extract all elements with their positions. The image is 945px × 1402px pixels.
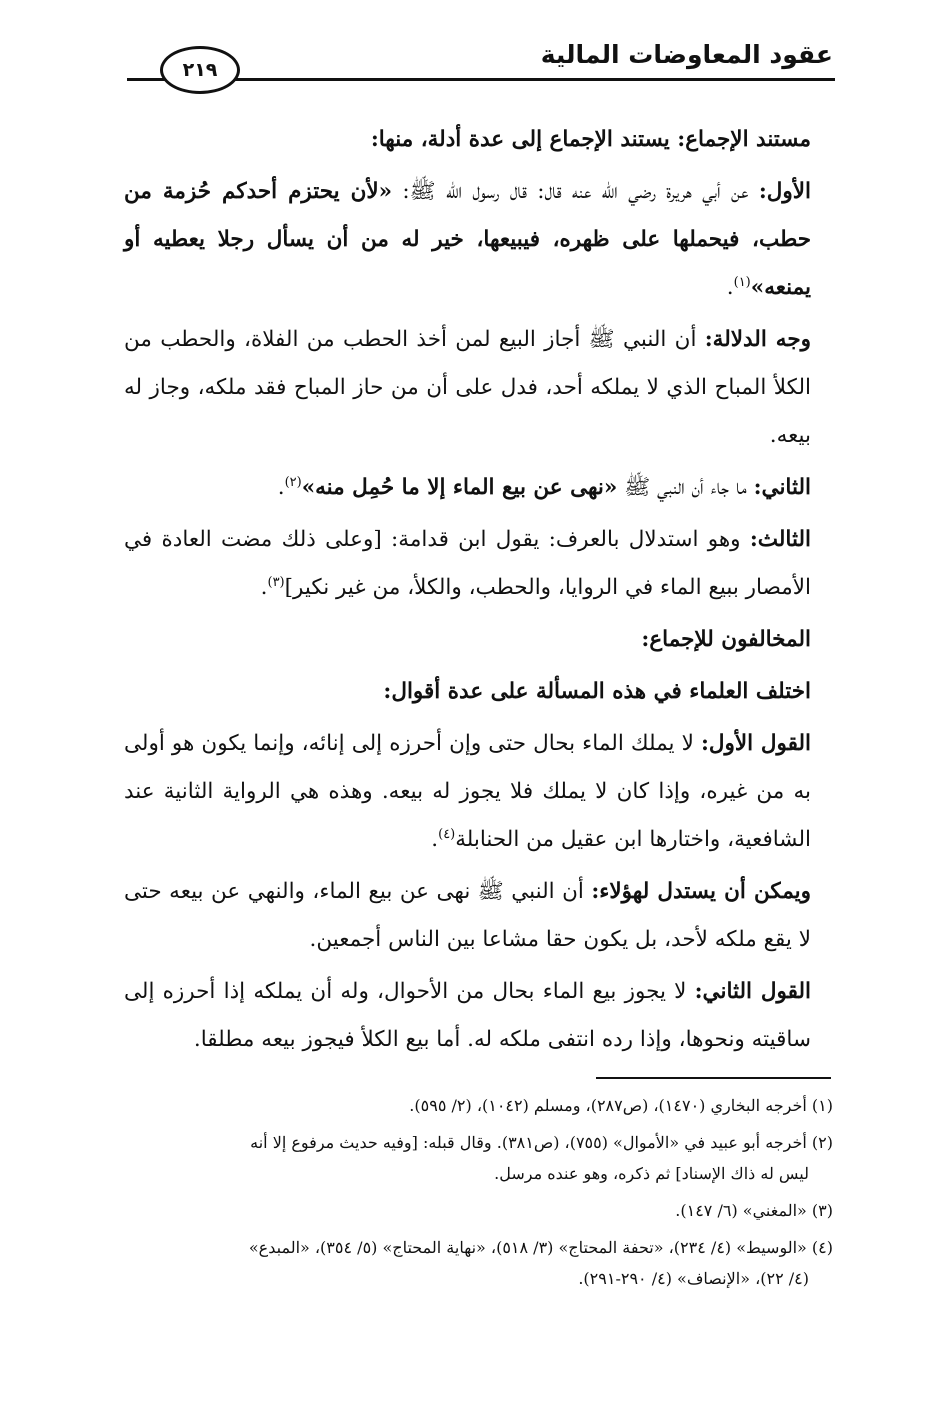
footnote-ref-2[interactable]: (٢) (284, 474, 302, 490)
paragraph-first-evidence: الأول: عن أبي هريرة رضي الله عنه قال: قال رسول الله ﷺ: «لأن يحتزم أحدكم حُزمة من حطب، فيحملها على ظهره، فيبيعها، خير له من أن يسأل رجلا يعطيه أو يمنعه»$^{(١)}$. (124, 179, 811, 300)
main-text (124, 116, 833, 1068)
footnote-2 (122, 1127, 833, 1189)
paragraph-first-opinion: القول الأول: لا يملك الماء بحال حتى وإن أحرزه إلى إنائه، وإنما يكون هو أولى به من غيره، وإذا كان لا يملك فلا يجوز له بيعه. وهذه هي الرواية الثانية عند الشافعية، واختارها ابن عقيل من الحنابلة$^{(٤)}$. (124, 731, 811, 852)
paragraph-second-opinion (124, 968, 833, 1064)
label-argument: ويمكن أن يستدل لهؤلاء: (591, 879, 811, 904)
header-rule (232, 78, 835, 81)
footnote-2-continuation: ليس له ذاك الإسناد] ثم ذكره، وهو عنده مرسل. (494, 1164, 809, 1183)
text-third: وهو استدلال بالعرف: يقول ابن قدامة: [وعلى ذلك مضت العادة في الأمصار ببيع الماء في الروايا، والحطب، والكلأ، من غير نكير] (124, 527, 811, 600)
label-third: الثالث: (749, 527, 811, 552)
text-indication: أن النبي ﷺ أجاز البيع لمن أخذ الحطب من الفلاة، والحطب من الكلأ المباح الذي لا يملكه أحد، فدل على أن من حاز المباح فقد ملكه، وجاز له بيعه. (124, 327, 811, 448)
footnotes (122, 1090, 833, 1300)
hadith-quote-2: «نهى عن بيع الماء إلا ما حُمِل منه» (301, 475, 618, 500)
footnote-4-continuation: (٤/ ٢٢)، «الإنصاف» (٤/ ٢٩٠-٢٩١). (578, 1269, 809, 1288)
footnote-3: (٣) «المغني» (٦/ ١٤٧). (675, 1201, 833, 1220)
footnote-ref-1[interactable]: (١) (733, 274, 751, 290)
footnote-2-text: (٢) أخرجه أبو عبيد في «الأموال» (٧٥٥)، (ص٣٨١). وقال قبله: [وفيه حديث مرفوع إلا أنه (250, 1133, 833, 1152)
text-argument: أن النبي ﷺ نهى عن بيع الماء، والنهي عن بيعه حتى لا يقع ملكه لأحد، بل يكون حقا مشاعا بين الناس أجمعين. (124, 879, 811, 952)
footnote-ref-4[interactable]: (٤) (438, 826, 456, 842)
paragraph-third-evidence: الثالث: وهو استدلال بالعرف: يقول ابن قدامة: [وعلى ذلك مضت العادة في الأمصار ببيع الماء في الروايا، والحطب، والكلأ، من غير نكير]$^{(٣)}$. (124, 527, 811, 600)
hadith-quote-1: «لأن يحتزم أحدكم حُزمة من حطب، فيحملها على ظهره، فيبيعها، خير له من أن يسأل رجلا يعطيه أو يمنعه» (124, 179, 811, 300)
paragraph-indication (124, 316, 833, 460)
label-indication: وجه الدلالة: (704, 327, 811, 352)
header-rule-tail (127, 78, 167, 81)
footnote-4 (122, 1232, 833, 1294)
label-second: الثاني: (753, 475, 811, 500)
heading-opinions: اختلف العلماء في هذه المسألة على عدة أقوال: (383, 679, 811, 704)
footnote-separator (596, 1077, 831, 1079)
paragraph-second-evidence: الثاني: ما جاء أن النبي ﷺ «نهى عن بيع الماء إلا ما حُمِل منه»$^{(٢)}$. (277, 474, 811, 500)
label-second-opinion: القول الثاني: (694, 979, 811, 1004)
text-first: عن أبي هريرة رضي الله عنه قال: قال رسول الله ﷺ: (392, 179, 759, 204)
text-second: ما جاء أن النبي ﷺ (617, 475, 754, 500)
paragraph-argument (124, 868, 833, 964)
label-first: الأول: (758, 179, 811, 204)
heading-dissenters: المخالفون للإجماع: (641, 627, 811, 652)
label-first-opinion: القول الأول: (700, 731, 811, 756)
page-number: ٢١٩ (160, 46, 240, 94)
footnote-1: (١) أخرجه البخاري (١٤٧٠)، (ص٢٨٧)، ومسلم (١٠٤٢)، (٢/ ٥٩٥). (409, 1096, 833, 1115)
text-second-opinion: لا يجوز بيع الماء بحال من الأحوال، وله أن يملكه إذا أحرزه إلى ساقيته ونحوها، وإذا رده انتفى ملكه له. أما بيع الكلأ فيجوز بيعه مطلقا. (124, 979, 811, 1052)
running-title: عقود المعاوضات المالية (540, 40, 833, 69)
paragraph-ijma-basis: مستند الإجماع: يستند الإجماع إلى عدة أدلة، منها: (370, 127, 811, 152)
footnote-4-text: (٤) «الوسيط» (٤/ ٢٣٤)، «تحفة المحتاج» (٣/ ٥١٨)، «نهاية المحتاج» (٥/ ٣٥٤)، «المبدع» (248, 1238, 833, 1257)
text-first-opinion: لا يملك الماء بحال حتى وإن أحرزه إلى إنائه، وإنما يكون هو أولى به من غيره، وإذا كان لا يملك فلا يجوز له بيعه. وهذه هي الرواية الثانية عند الشافعية، واختارها ابن عقيل من الحنابلة (124, 731, 811, 852)
footnote-ref-3[interactable]: (٣) (267, 574, 285, 590)
